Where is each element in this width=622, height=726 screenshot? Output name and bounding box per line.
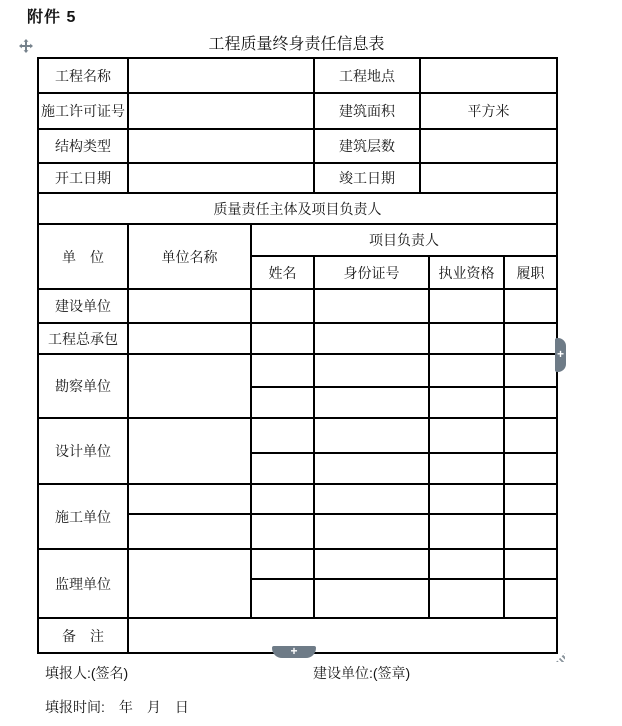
name-cell[interactable] (251, 323, 314, 354)
project-location-label: 工程地点 (314, 58, 420, 93)
column-project-leader: 项目负责人 (251, 224, 557, 256)
qualification-cell[interactable] (429, 323, 504, 354)
duty-cell[interactable] (504, 418, 557, 453)
unit-name-cell[interactable] (128, 323, 251, 354)
unit-row-supervision (38, 549, 557, 579)
info-row (38, 129, 557, 163)
name-cell[interactable] (251, 549, 314, 579)
column-unit-name: 单位名称 (128, 224, 251, 289)
info-row (38, 93, 557, 129)
column-id-number: 身份证号 (314, 256, 429, 289)
name-cell[interactable] (251, 514, 314, 549)
unit-name-cell[interactable] (128, 354, 251, 418)
project-name-value[interactable] (128, 58, 314, 93)
duty-cell[interactable] (504, 549, 557, 579)
name-cell[interactable] (251, 418, 314, 453)
id-cell[interactable] (314, 387, 429, 418)
id-cell[interactable] (314, 354, 429, 387)
builder-seal-label: 建设单位:(签章) (313, 665, 411, 681)
duty-cell[interactable] (504, 354, 557, 387)
qualification-cell[interactable] (429, 387, 504, 418)
structure-type-value[interactable] (128, 129, 314, 163)
column-duty: 履职 (504, 256, 557, 289)
permit-number-value[interactable] (128, 93, 314, 129)
id-cell[interactable] (314, 579, 429, 618)
start-date-label: 开工日期 (38, 163, 128, 193)
matrix-header-row (38, 224, 557, 256)
qualification-cell[interactable] (429, 579, 504, 618)
report-date-label: 填报时间: 年 月 日 (45, 699, 189, 715)
duty-cell[interactable] (504, 387, 557, 418)
completion-date-value[interactable] (420, 163, 557, 193)
id-cell[interactable] (314, 418, 429, 453)
name-cell[interactable] (251, 354, 314, 387)
id-cell[interactable] (314, 453, 429, 484)
table-resize-handle-icon[interactable] (556, 653, 565, 662)
unit-name-cell[interactable] (128, 289, 251, 323)
name-cell[interactable] (251, 579, 314, 618)
unit-label: 建设单位 (38, 289, 128, 323)
building-area-value[interactable]: 平方米 (420, 93, 557, 129)
name-cell[interactable] (251, 453, 314, 484)
id-cell[interactable] (314, 289, 429, 323)
unit-name-cell[interactable] (128, 418, 251, 484)
building-floors-label: 建筑层数 (314, 129, 420, 163)
table-move-handle-icon[interactable] (19, 39, 33, 53)
unit-label: 施工单位 (38, 484, 128, 549)
unit-name-cell[interactable] (128, 514, 251, 549)
duty-cell[interactable] (504, 453, 557, 484)
start-date-value[interactable] (128, 163, 314, 193)
section-header-row (38, 193, 557, 224)
unit-row-design (38, 418, 557, 453)
unit-row-survey (38, 354, 557, 387)
attachment-label: 附件 5 (27, 9, 77, 26)
id-cell[interactable] (314, 514, 429, 549)
duty-cell[interactable] (504, 289, 557, 323)
unit-name-cell[interactable] (128, 549, 251, 618)
info-row (38, 58, 557, 93)
unit-row-general-contractor (38, 323, 557, 354)
form-table (37, 57, 558, 654)
remark-label: 备 注 (38, 618, 128, 653)
unit-label: 设计单位 (38, 418, 128, 484)
id-cell[interactable] (314, 323, 429, 354)
project-location-value[interactable] (420, 58, 557, 93)
name-cell[interactable] (251, 484, 314, 514)
unit-row-builder (38, 289, 557, 323)
duty-cell[interactable] (504, 484, 557, 514)
column-name: 姓名 (251, 256, 314, 289)
insert-handle-bottom[interactable]: + (272, 646, 316, 658)
column-qualification: 执业资格 (429, 256, 504, 289)
info-row (38, 163, 557, 193)
id-cell[interactable] (314, 549, 429, 579)
qualification-cell[interactable] (429, 354, 504, 387)
duty-cell[interactable] (504, 579, 557, 618)
move-cross-icon (19, 39, 33, 53)
column-unit: 单 位 (38, 224, 128, 289)
unit-label: 工程总承包 (38, 323, 128, 354)
reporter-sign-label: 填报人:(签名) (45, 665, 129, 681)
completion-date-label: 竣工日期 (314, 163, 420, 193)
qualification-cell[interactable] (429, 453, 504, 484)
qualification-cell[interactable] (429, 289, 504, 323)
insert-handle-right[interactable]: + (555, 338, 566, 372)
building-floors-value[interactable] (420, 129, 557, 163)
remark-value[interactable] (128, 618, 557, 653)
qualification-cell[interactable] (429, 549, 504, 579)
project-name-label: 工程名称 (38, 58, 128, 93)
duty-cell[interactable] (504, 323, 557, 354)
building-area-label: 建筑面积 (314, 93, 420, 129)
qualification-cell[interactable] (429, 484, 504, 514)
qualification-cell[interactable] (429, 514, 504, 549)
unit-label: 监理单位 (38, 549, 128, 618)
duty-cell[interactable] (504, 514, 557, 549)
unit-row-construction (38, 484, 557, 514)
form-table-container (37, 57, 558, 654)
structure-type-label: 结构类型 (38, 129, 128, 163)
id-cell[interactable] (314, 484, 429, 514)
name-cell[interactable] (251, 289, 314, 323)
unit-name-cell[interactable] (128, 484, 251, 514)
unit-label: 勘察单位 (38, 354, 128, 418)
name-cell[interactable] (251, 387, 314, 418)
section-header: 质量责任主体及项目负责人 (38, 193, 557, 224)
page-title: 工程质量终身责任信息表 (208, 36, 385, 53)
qualification-cell[interactable] (429, 418, 504, 453)
permit-number-label: 施工许可证号 (38, 93, 128, 129)
